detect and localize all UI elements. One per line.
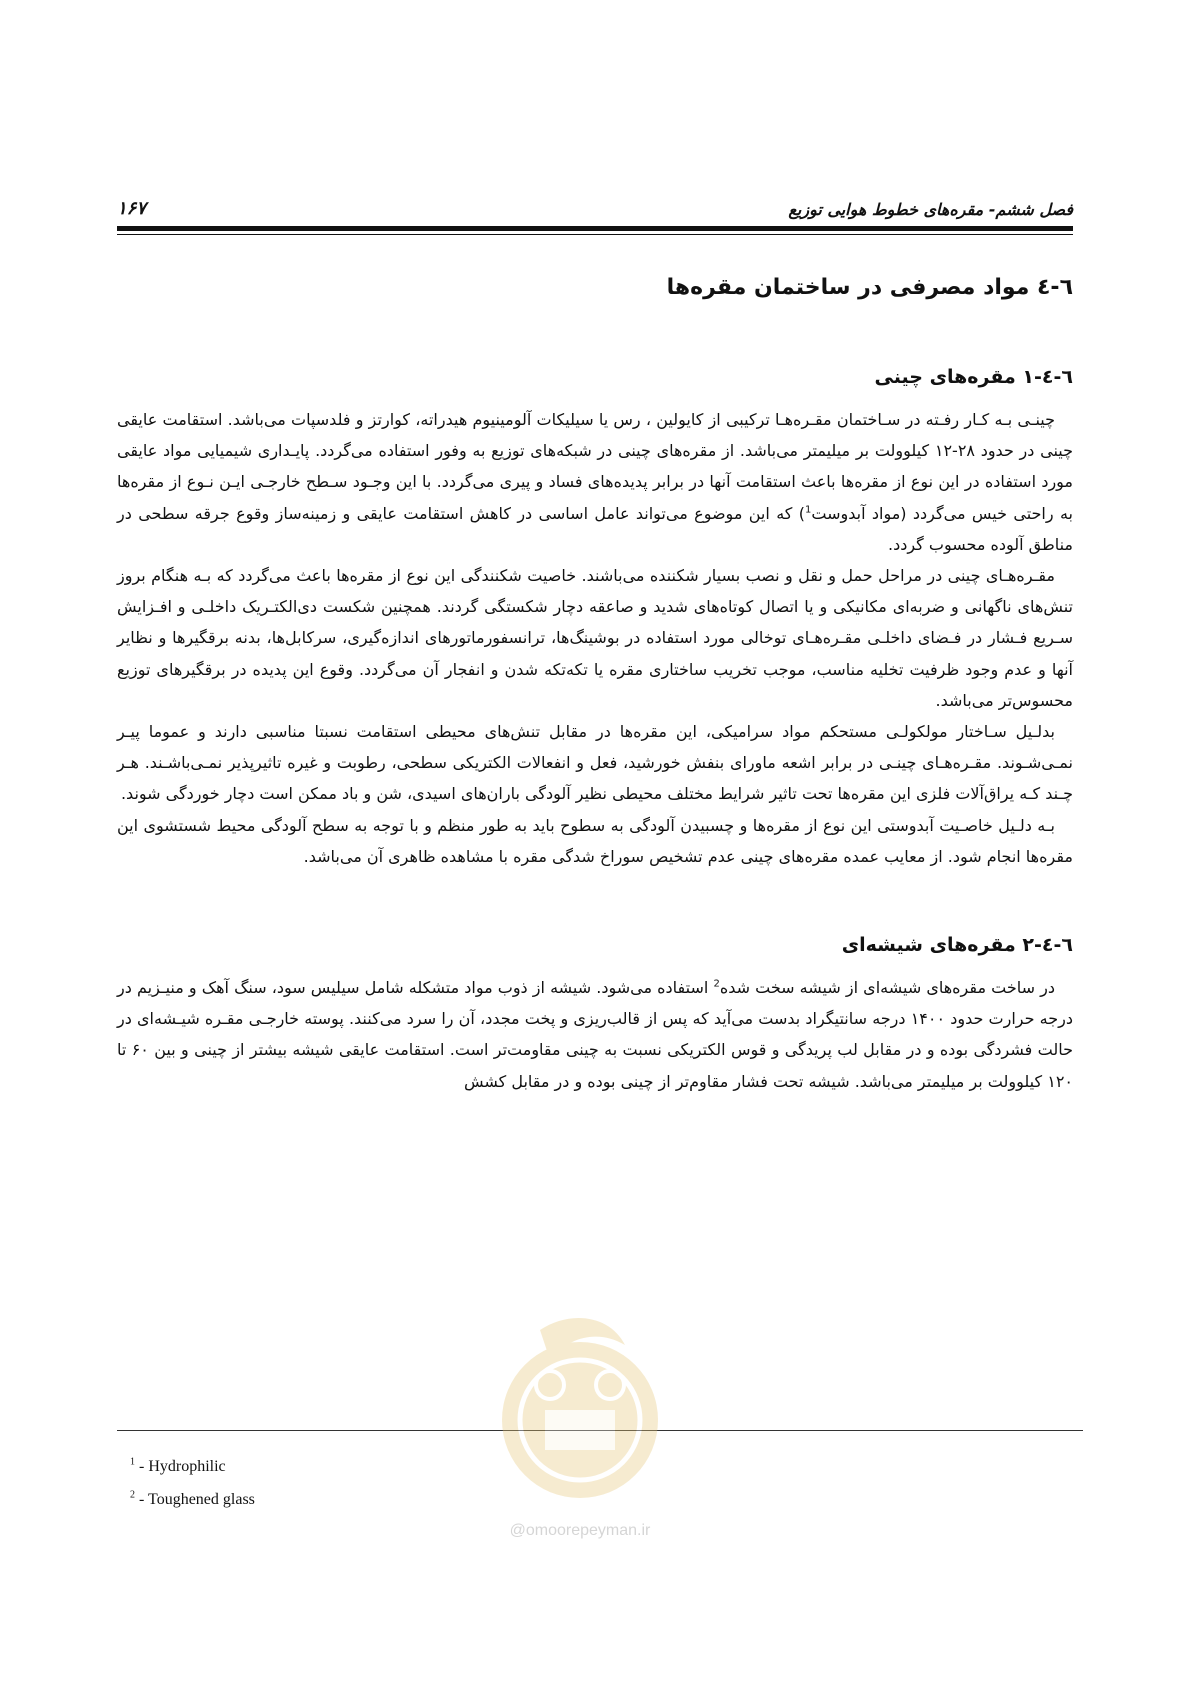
subsection-heading-glass: ٦-٤-٢ مقره‌های شیشه‌ای [841,934,1073,957]
paragraph-text: استفاده می‌شود. شیشه از ذوب مواد متشکله شامل سیلیس سود، سنگ آهک و منیـزیم در درجه حرارت حدود ۱۴۰۰ درجه سانتیگراد بدست می‌آید که پس از قالب‌ریزی و پخت مجدد، آن را سرد می‌کنند. پوسته خارجـی مقـره شیـشه‌ای در حالت فشردگی بوده و در مقابل لب پریدگی و قوس الکتریکی نسبت به چینی مقاومت‌تر است. استقامت عایقی شیشه بیشتر از چینی و بین ۶۰ تا ۱۲۰ کیلوولت بر میلیمتر می‌باشد. شیشه تحت فشار مقاوم‌تر از چینی بوده و در مقابل کشش [117,978,1074,1091]
page-body [117,272,1073,1097]
chapter-title: فصل ششم- مقره‌های خطوط هوایی توزیع [788,200,1073,219]
paragraph-text: در ساخت مقره‌های شیشه‌ای از شیشه سخت شده [719,978,1055,998]
header-rule-thin [117,234,1073,235]
paragraph [117,972,1073,1097]
footnote-text: - Toughened glass [135,1491,255,1508]
paragraph: بدلـیل سـاختار مولکولـی مستحکم مواد سرامیکی، این مقره‌ها در مقابل تنش‌های محیطی استقامت نسبتا مناسبی دارند و عموما پیـر نمـی‌شـوند. مقـره‌هـای چینـی در برابر اشعه ماورای بنفش خورشید، فعل و انفعالات الکتریکی سطحی، رطوبت و غیره تاثیرپذیر نمـی‌باشـند. هـر چـند کـه یراق‌آلات فلزی این مقره‌ها تحت تاثیر شرایط مختلف محیطی نظیر آلودگی باران‌های اسیدی، شن و باد ممکن است دچار خوردگی شوند. [117,722,1073,804]
watermark-seal-icon [490,1300,670,1510]
watermark [490,1300,670,1545]
footnote-number: 2 [130,1489,135,1501]
footnotes [130,1450,255,1516]
watermark-url: @omoorepeyman.ir [509,1522,651,1539]
section-heading: ٦-٤ مواد مصرفی در ساختمان مقره‌ها [666,275,1073,300]
paragraph: بـه دلـیل خاصـیت آبدوستی این نوع از مقره‌ها و چسبیدن آلودگی به سطوح باید به طور منظم و با توجه به سطح آلودگی محیط شستشوی این مقره‌ها انجام شود. از معایب عمده مقره‌های چینی عدم تشخیص سوراخ شدگی مقره با مشاهده ظاهری آن می‌باشد. [117,815,1073,866]
footnote [130,1483,255,1516]
paragraph: مقـره‌هـای چینی در مراحل حمل و نقل و نصب بسیار شکننده می‌باشند. خاصیت شکنندگی این نوع از مقره‌ها باعث می‌گردد که بـه هنگام بروز تنش‌های ناگهانی و ضربه‌ای مکانیکی و یا اتصال کوتاه‌های شدید و صاعقه دچار شکستگی گردند. همچنین شکست دی‌الکتـریک داخلـی و افـزایش سـریع فـشار در فـضای داخلـی مقـره‌هـای توخالی مورد استفاده در بوشینگ‌ها، ترانسفورماتورهای اندازه‌گیری، سرکابل‌ها، بدنه برقگیرها و نظایر آنها و عدم وجود ظرفیت تخلیه مناسب، موجب تخریب ساختاری مقره یا تکه‌تکه شدن و انفجار آن می‌گردد. وقوع این پدیده در برقگیرهای توزیع محسوس‌تر می‌باشد. [117,566,1073,710]
subsection-heading-porcelain: ٦-٤-١ مقره‌های چینی [874,366,1073,388]
footnote-ref[interactable]: 1 [805,504,812,516]
footnote [130,1450,255,1483]
footnote-text: - Hydrophilic [135,1458,226,1475]
page-number: ۱۶۷ [117,198,147,219]
paragraph [117,404,1073,560]
paragraph-text: ) که این موضوع می‌تواند عامل اساسی در کاهش استقامت عایقی و زمینه‌ساز وقوع جرقه سطحی در مناطق آلوده محسوب گردد. [117,503,1073,554]
footnote-number: 1 [130,1456,135,1468]
paragraph-text: چینـی بـه کـار رفـته در سـاختمان مقـره‌هـا ترکیبی از کایولین ، رس یا سیلیکات آلومینیوم هیدراته، کوارتز و فلدسپات می‌باشد. استقامت عایقی چینی در حدود ۲۸-۱۲ کیلوولت بر میلیمتر می‌باشد. از مقره‌های چینی در شبکه‌های توزیع به وفور استفاده می‌گردد. پایـداری شیمیایی مواد عایقی مورد استفاده در این نوع از مقره‌ها باعث استقامت آنها در برابر پدیده‌های فساد و پیری می‌گردد. با این وجـود سـطح خارجـی ایـن نـوع از مقره‌ها به راحتی خیس می‌گردد (مواد آبدوست [117,410,1073,523]
footnote-ref[interactable]: 2 [713,978,720,990]
running-header [117,200,1073,222]
header-rule-thick [117,226,1073,231]
spacer [117,872,1073,930]
